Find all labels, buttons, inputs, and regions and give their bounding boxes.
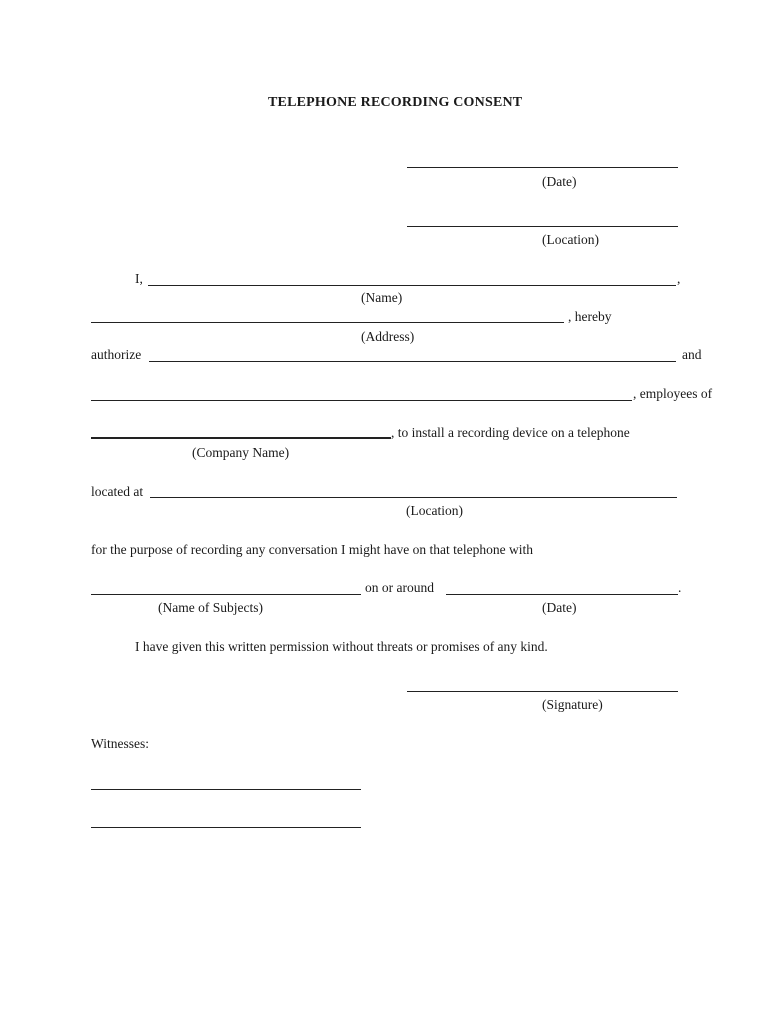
subjects-line[interactable] — [91, 594, 361, 595]
company-name-line[interactable] — [91, 437, 391, 439]
witness-line-1[interactable] — [91, 789, 361, 790]
authorize-text: authorize — [91, 347, 142, 362]
employees-line[interactable] — [91, 400, 632, 401]
install-text: , to install a recording device on a telephone — [391, 425, 630, 440]
subjects-label: (Name of Subjects) — [158, 600, 263, 615]
name-label: (Name) — [361, 290, 403, 305]
signature-line[interactable] — [407, 691, 678, 692]
i-text: I, — [135, 271, 143, 286]
located-at-text: located at — [91, 484, 144, 499]
purpose-text: for the purpose of recording any conversation I might have on that telephone with — [91, 542, 533, 557]
on-or-around-text: on or around — [365, 580, 434, 595]
date-label: (Date) — [542, 174, 577, 189]
address-label: (Address) — [361, 329, 415, 344]
and-text: and — [682, 347, 702, 362]
witnesses-heading: Witnesses: — [91, 736, 149, 751]
device-location-line[interactable] — [150, 497, 677, 498]
signature-label: (Signature) — [542, 697, 603, 712]
employees-of-text: , employees of — [633, 386, 713, 401]
location-line[interactable] — [407, 226, 678, 227]
address-line[interactable] — [91, 322, 564, 323]
hereby-text: , hereby — [568, 309, 612, 324]
company-name-label: (Company Name) — [192, 445, 290, 460]
name-comma: , — [677, 271, 681, 286]
name-line[interactable] — [148, 285, 676, 286]
device-location-label: (Location) — [406, 503, 463, 518]
authorized-party-line[interactable] — [149, 361, 676, 362]
witness-line-2[interactable] — [91, 827, 361, 828]
location-label: (Location) — [542, 232, 599, 247]
document-title: TELEPHONE RECORDING CONSENT — [268, 95, 523, 110]
period-text: . — [678, 580, 682, 595]
recording-date-line[interactable] — [446, 594, 678, 595]
recording-date-label: (Date) — [542, 600, 577, 615]
permission-text: I have given this written permission without threats or promises of any kind. — [135, 639, 548, 654]
date-line[interactable] — [407, 167, 678, 168]
